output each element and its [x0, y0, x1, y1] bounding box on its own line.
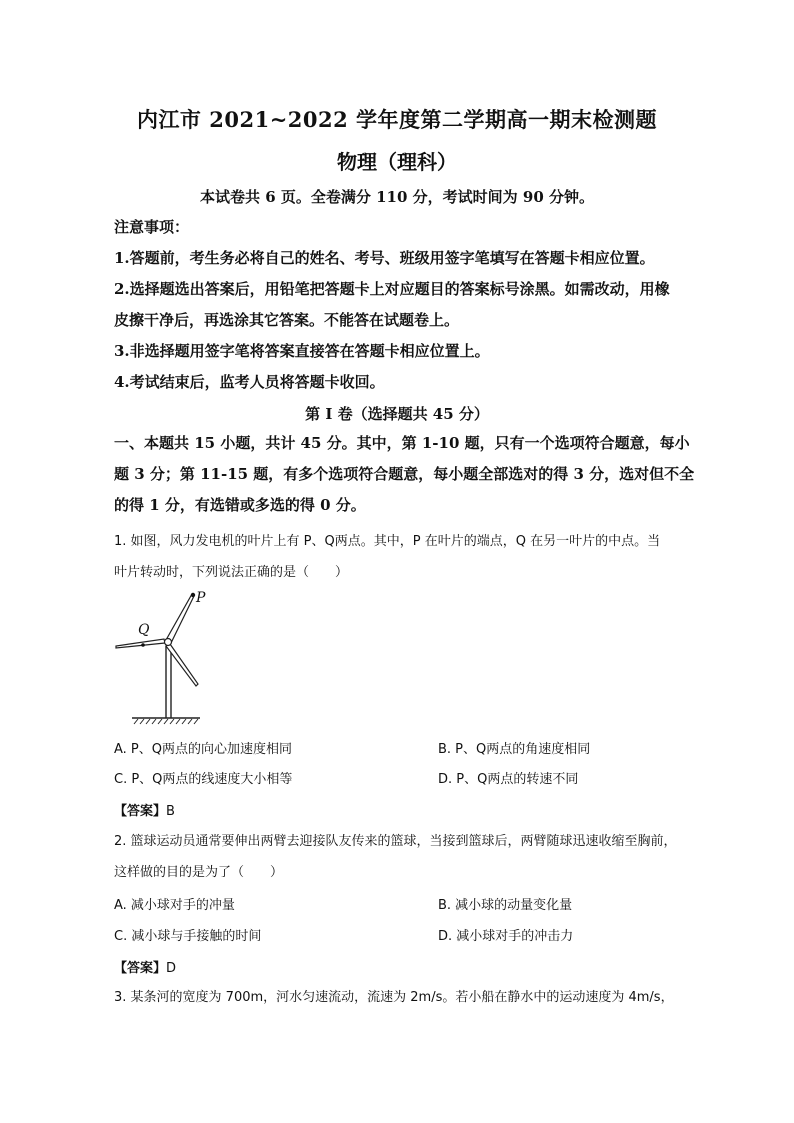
note-item: 1.答题前，考生务必将自己的姓名、考号、班级用签字笔填写在答题卡相应位置。 — [114, 249, 655, 267]
notes-heading: 注意事项： — [114, 218, 190, 236]
note-item: 3.非选择题用签字笔将答案直接答在答题卡相应位置上。 — [114, 342, 490, 360]
stem-line: 2. 篮球运动员通常要伸出两臂去迎接队友传来的篮球，当接到篮球后，两臂随球迅速收缩至胸前， — [114, 834, 677, 849]
ground-hatch — [134, 719, 198, 724]
section-instructions — [114, 428, 704, 521]
answer-tag: 【答案】 — [114, 961, 167, 976]
note-item: 2.选择题选出答案后，用铅笔把答题卡上对应题目的答案标号涂黑。如需改动，用橡 — [114, 280, 670, 298]
question-1-option-d: D. P、Q两点的转速不同 — [438, 772, 579, 787]
question-3-stem — [114, 982, 704, 1013]
instruction-line: 一、本题共 15 小题，共计 45 分。其中，第 1-10 题，只有一个选项符合题意，每小 — [114, 434, 690, 452]
exam-title: 内江市 2021~2022 学年度第二学期高一期末检测题 — [136, 107, 658, 132]
point-p-label: P — [196, 590, 206, 606]
point-q-label: Q — [138, 622, 150, 638]
question-1-option-b: B. P、Q两点的角速度相同 — [438, 742, 591, 757]
point-q-dot — [141, 643, 145, 647]
note-item: 4.考试结束后，监考人员将答题卡收回。 — [114, 373, 385, 391]
answer-value: D — [166, 961, 177, 976]
point-p-dot — [191, 593, 195, 597]
exam-subject: 物理（理科） — [337, 150, 457, 174]
note-item: 皮擦干净后，再选涂其它答案。不能答在试题卷上。 — [114, 311, 460, 329]
stem-line: 1. 如图，风力发电机的叶片上有 P、Q两点。其中，P 在叶片的端点，Q 在另一叶片的中点。当 — [114, 534, 661, 549]
question-2-option-b: B. 减小球的动量变化量 — [438, 898, 573, 913]
question-1-option-c: C. P、Q两点的线速度大小相等 — [114, 772, 293, 787]
question-2-answer — [114, 957, 176, 976]
question-2-option-c: C. 减小球与手接触的时间 — [114, 929, 262, 944]
notes-block — [114, 212, 704, 398]
question-1-option-a: A. P、Q两点的向心加速度相同 — [114, 742, 293, 757]
question-2-stem — [114, 826, 704, 888]
question-1-answer — [114, 800, 175, 819]
wind-turbine-figure — [110, 588, 220, 728]
question-1-stem — [114, 526, 704, 588]
question-2-option-d: D. 减小球对手的冲击力 — [438, 929, 574, 944]
stem-line: 这样做的目的是为了（ ） — [114, 865, 284, 880]
hub — [165, 639, 172, 646]
answer-value: B — [166, 804, 175, 819]
section-title: 第 I 卷（选择题共 45 分） — [305, 405, 489, 423]
blade-p — [166, 594, 194, 643]
stem-line: 3. 某条河的宽度为 700m，河水匀速流动，流速为 2m/s。若小船在静水中的运动速度为 4m/s， — [114, 990, 674, 1005]
instruction-line: 题 3 分；第 11-15 题，有多个选项符合题意，每小题全部选对的得 3 分，选对但不全 — [114, 465, 695, 483]
instruction-line: 的得 1 分，有选错或多选的得 0 分。 — [114, 496, 366, 514]
answer-tag: 【答案】 — [114, 804, 167, 819]
question-2-option-a: A. 减小球对手的冲量 — [114, 898, 235, 913]
blade-q — [116, 639, 165, 648]
stem-line: 叶片转动时，下列说法正确的是（ ） — [114, 565, 349, 580]
exam-info: 本试卷共 6 页。全卷满分 110 分，考试时间为 90 分钟。 — [200, 188, 594, 206]
